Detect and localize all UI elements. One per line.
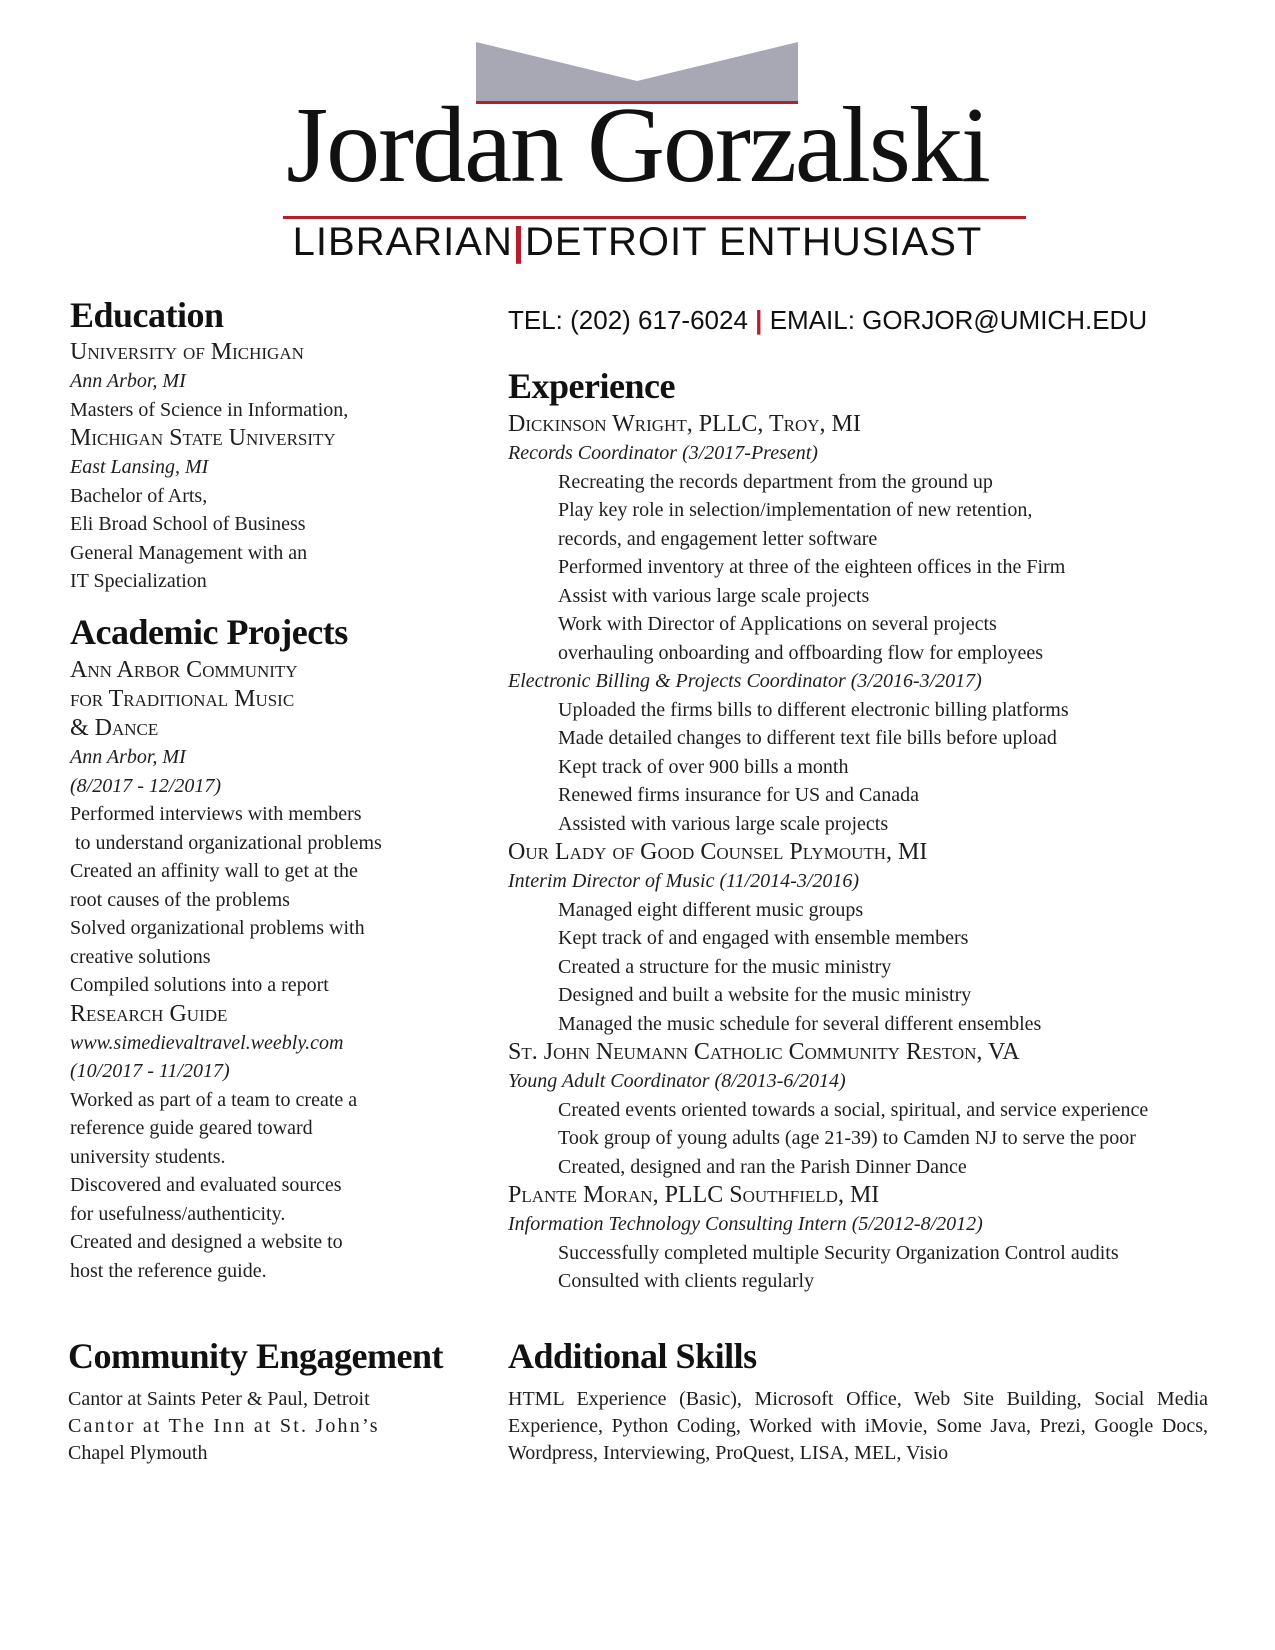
job-bullet: Assist with various large scale projects [558,584,870,607]
academic-projects-heading: Academic Projects [70,612,348,652]
project-line: root causes of the problems [70,888,290,911]
contact-line [508,307,1147,333]
contact-phone: TEL: (202) 617-6024 [508,305,748,335]
school-name: Michigan State University [70,425,336,451]
skills-heading: Additional Skills [508,1336,757,1376]
job-bullet: Work with Director of Applications on several projects [558,613,997,635]
project-line: university students. [70,1145,226,1168]
school-name: University of Michigan [70,339,304,365]
school-location: East Lansing, MI [70,456,209,478]
page-title: Jordan Gorzalski [286,86,989,205]
job-bullet: Consulted with clients regularly [558,1270,815,1292]
degree-line: Masters of Science in Information, [70,398,349,421]
project-line: Created an affinity wall to get at the [70,860,358,882]
job-title: Electronic Billing & Projects Coordinator (3/2016-3/2017) [508,670,982,692]
job-bullet: Uploaded the firms bills to different electronic billing platforms [558,698,1069,721]
community-heading: Community Engagement [68,1336,443,1376]
subtitle-tagline: DETROIT ENTHUSIAST [525,220,983,264]
contact-separator: | [755,305,763,335]
degree-line: General Management with an [70,541,308,564]
experience-section [508,410,1148,1296]
subtitle-separator: | [512,220,526,264]
job-bullet: Managed the music schedule for several different ensembles [558,1012,1042,1035]
subtitle [0,222,1275,262]
job-bullet: Performed inventory at three of the eighteen offices in the Firm [558,556,1066,578]
academic-projects-section [70,656,382,1285]
job-bullet: Designed and built a website for the music ministry [558,984,972,1006]
project-line: Compiled solutions into a report [70,974,329,996]
job-bullet: Managed eight different music groups [558,898,864,921]
project-line: for usefulness/authenticity. [70,1202,286,1225]
degree-line: IT Specialization [70,570,207,592]
community-section [68,1386,380,1467]
project-line: Discovered and evaluated sources [70,1174,342,1196]
degree-line: Bachelor of Arts, [70,484,208,507]
project-title: for Traditional Music [70,686,295,712]
employer-name: Dickinson Wright, PLLC, Troy, MI [508,411,861,437]
project-title: Ann Arbor Community [70,657,298,683]
community-line: Cantor at The Inn at St. John’s [68,1415,380,1437]
header-name-underline [283,216,1026,219]
skills-text: HTML Experience (Basic), Microsoft Office, Web Site Building, Social Media Experience, Python Coding, Worked with iMovie, Some Java, Prezi, Google Docs, Wordpress, Interviewing, ProQuest, LISA, MEL, Visio [508,1388,1208,1464]
project-title: & Dance [70,715,159,741]
job-bullet: records, and engagement letter software [558,527,878,550]
job-bullet: Recreating the records department from the ground up [558,470,993,493]
job-title: Records Coordinator (3/2017-Present) [508,442,818,464]
job-title: Young Adult Coordinator (8/2013-6/2014) [508,1070,846,1092]
employer-name: St. John Neumann Catholic Community Reston, VA [508,1039,1020,1065]
project-line: Worked as part of a team to create a [70,1088,358,1111]
experience-heading: Experience [508,366,675,406]
project-dates: (10/2017 - 11/2017) [70,1060,230,1082]
project-line: creative solutions [70,945,211,968]
job-bullet: Renewed firms insurance for US and Canada [558,784,919,806]
school-location: Ann Arbor, MI [70,370,186,392]
project-line: to understand organizational problems [70,831,382,854]
project-line: reference guide geared toward [70,1117,313,1139]
job-bullet: overhauling onboarding and offboarding flow for employees [558,641,1044,664]
job-bullet: Kept track of over 900 bills a month [558,755,849,778]
job-bullet: Made detailed changes to different text file bills before upload [558,727,1057,749]
project-url[interactable]: www.simedievaltravel.weebly.com [70,1031,344,1054]
subtitle-role: LIBRARIAN [292,220,513,264]
contact-email: EMAIL: GORJOR@UMICH.EDU [769,305,1148,335]
project-title: Research Guide [70,1000,228,1027]
degree-line: Eli Broad School of Business [70,513,306,535]
community-line: Cantor at Saints Peter & Paul, Detroit [68,1388,370,1410]
project-location: Ann Arbor, MI [70,746,186,768]
project-line: Created and designed a website to [70,1231,343,1253]
job-bullet: Created a structure for the music ministry [558,955,892,978]
employer-name: Plante Moran, PLLC Southfield, MI [508,1182,880,1208]
project-line: Performed interviews with members [70,803,362,825]
project-line: host the reference guide. [70,1259,267,1282]
employer-name: Our Lady of Good Counsel Plymouth, MI [508,839,928,865]
education-section [70,338,348,596]
project-dates: (8/2017 - 12/2017) [70,774,222,797]
job-title: Information Technology Consulting Intern (5/2012-8/2012) [508,1213,983,1235]
job-bullet: Play key role in selection/implementation of new retention, [558,499,1033,521]
job-bullet: Successfully completed multiple Security Organization Control audits [558,1241,1119,1264]
job-bullet: Kept track of and engaged with ensemble members [558,927,969,949]
job-bullet: Took group of young adults (age 21-39) to Camden NJ to serve the poor [558,1127,1136,1149]
project-line: Solved organizational problems with [70,917,365,939]
community-line: Chapel Plymouth [68,1442,208,1464]
job-bullet: Created, designed and ran the Parish Dinner Dance [558,1155,967,1178]
job-bullet: Assisted with various large scale projects [558,812,889,835]
job-bullet: Created events oriented towards a social, spiritual, and service experience [558,1098,1149,1121]
education-heading: Education [70,295,224,335]
job-title: Interim Director of Music (11/2014-3/2016) [508,870,860,892]
